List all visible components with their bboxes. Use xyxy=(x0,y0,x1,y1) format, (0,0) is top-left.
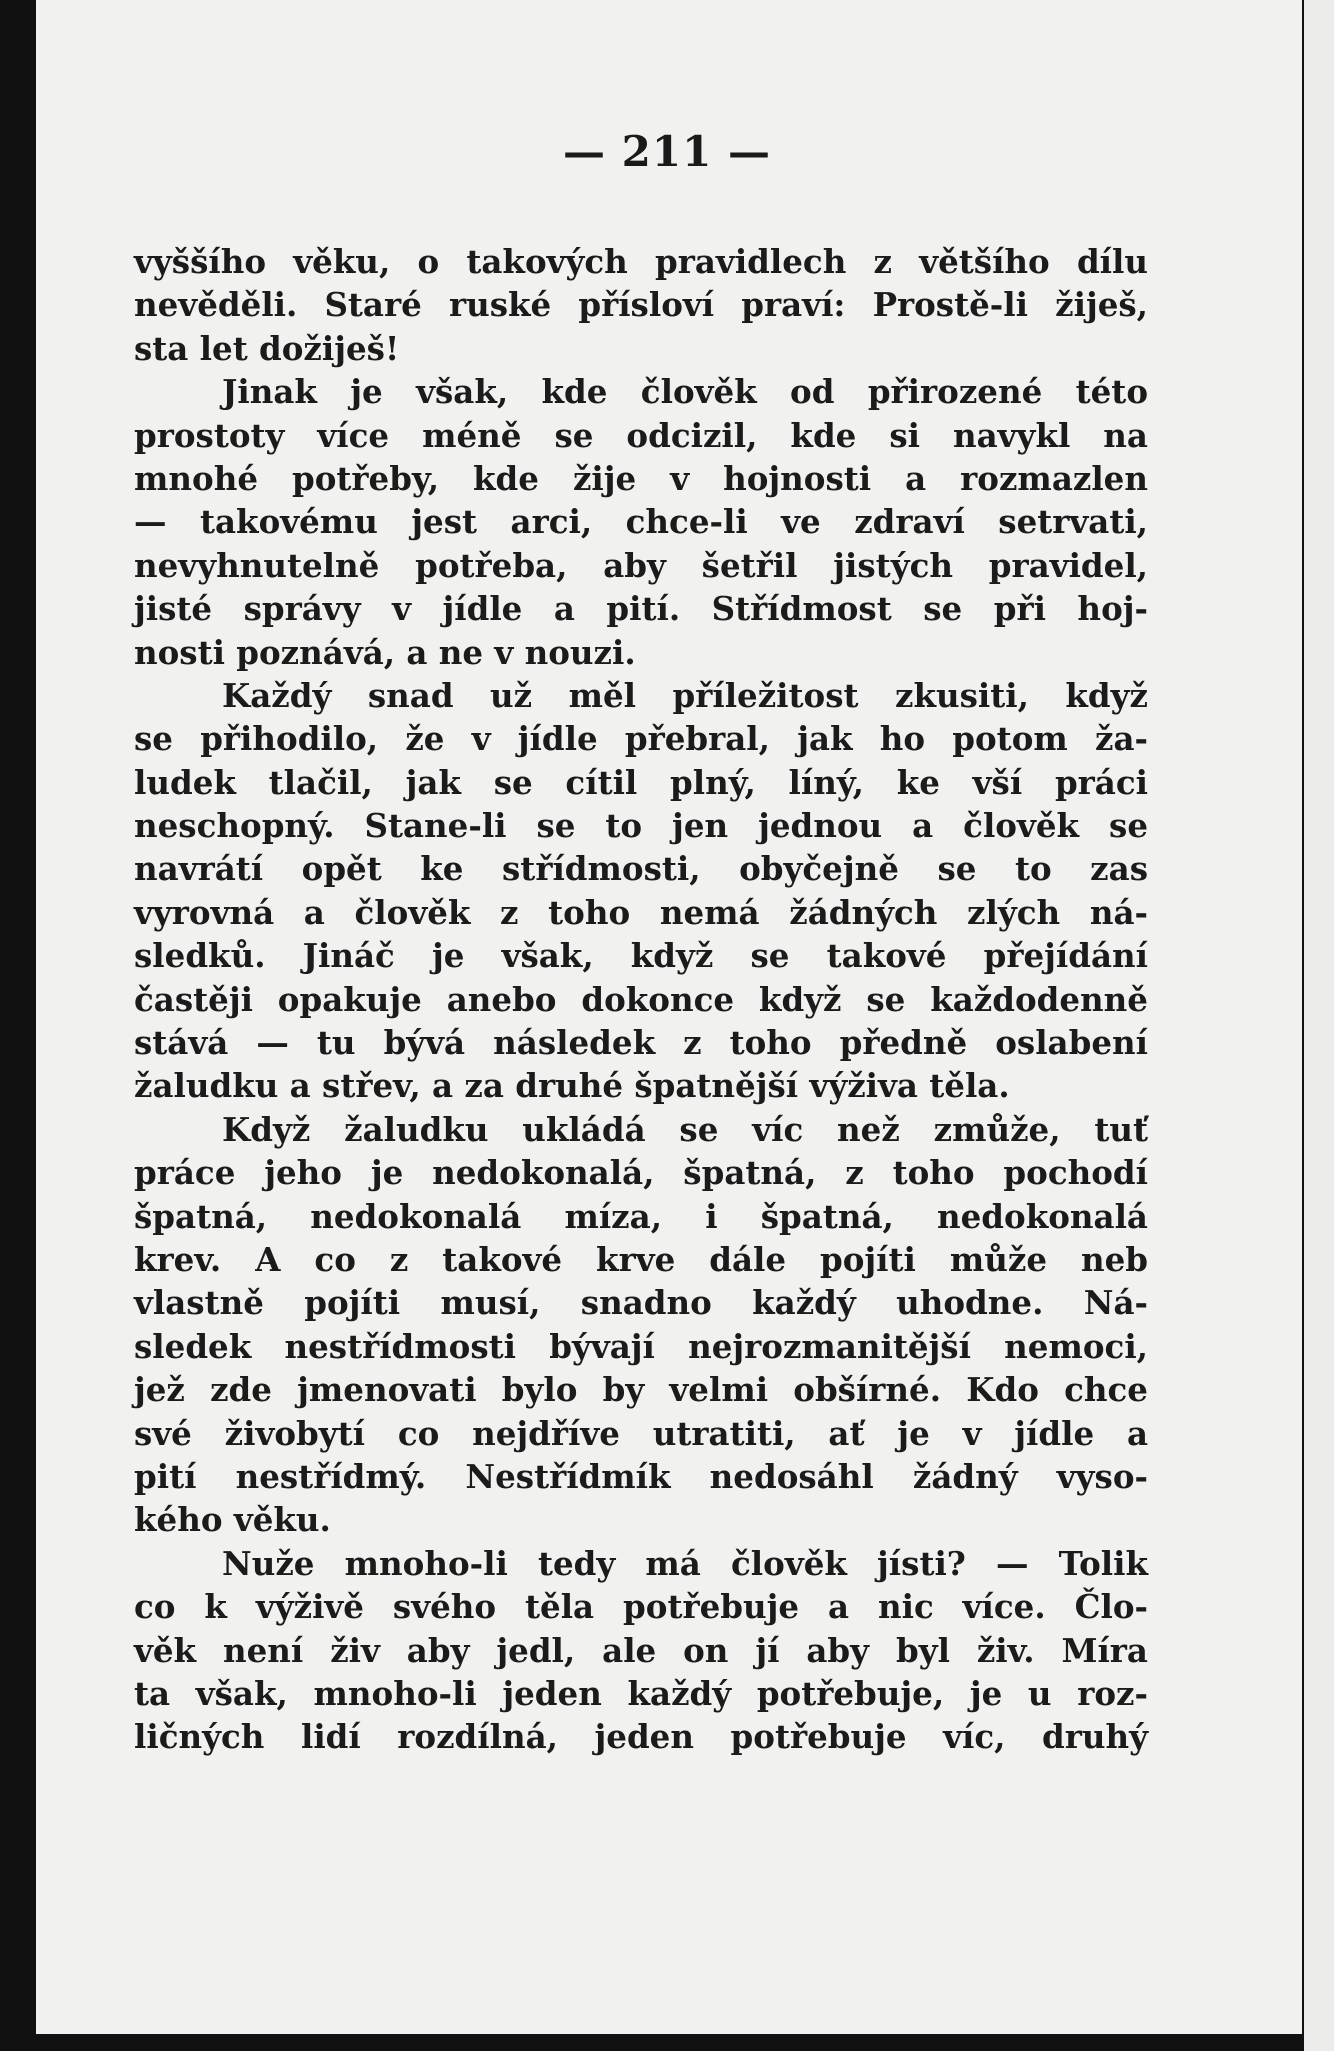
text-line: své živobytí co nejdříve utratiti, ať je v jídle a xyxy=(134,1413,1148,1453)
text-line: ludek tlačil, jak se cítil plný, líný, ke vší práci xyxy=(134,762,1148,802)
text-line: vyššího věku, o takových pravidlech z většího dílu xyxy=(134,242,1148,281)
text-line: jež zde jmenovati bylo by velmi obšírné. Kdo chce xyxy=(134,1370,1148,1410)
page-right-margin xyxy=(1304,0,1334,2051)
text-line: kého věku. xyxy=(134,1500,331,1540)
text-line: nevyhnutelně potřeba, aby šetřil jistých pravidel, xyxy=(134,545,1148,585)
text-line: nosti poznává, a ne v nouzi. xyxy=(134,632,636,672)
text-line: jisté správy v jídle a pití. Střídmost se při hoj- xyxy=(134,589,1148,629)
text-line: — takovému jest arci, chce-li ve zdraví setrvati, xyxy=(134,502,1148,542)
text-line: stává — tu bývá následek z toho předně oslabení xyxy=(134,1023,1148,1063)
text-line: navrátí opět ke střídmosti, obyčejně se to zas xyxy=(134,849,1148,889)
text-line: častěji opakuje anebo dokonce když se každodenně xyxy=(134,979,1148,1019)
text-line: krev. A co z takové krve dále pojíti může neb xyxy=(134,1239,1148,1279)
text-line: vlastně pojíti musí, snadno každý uhodne. Ná- xyxy=(134,1283,1148,1323)
text-line: neschopný. Stane-li se to jen jednou a člověk se xyxy=(134,806,1148,846)
text-line: ličných lidí rozdílná, jeden potřebuje víc, druhý xyxy=(134,1717,1148,1757)
page-number: — 211 — xyxy=(563,127,771,176)
text-line: nevěděli. Staré ruské přísloví praví: Prostě-li žiješ, xyxy=(134,285,1148,325)
text-line: mnohé potřeby, kde žije v hojnosti a rozmazlen xyxy=(134,458,1148,498)
text-line: prostoty více méně se odcizil, kde si navykl na xyxy=(134,415,1148,455)
text-line: vyrovná a člověk z toho nemá žádných zlých ná- xyxy=(134,892,1148,932)
text-line: žaludku a střev, a za druhé špatnější výživa těla. xyxy=(134,1066,1010,1106)
body-text xyxy=(134,240,1148,1759)
text-line: sledek nestřídmosti bývají nejrozmanitější nemoci, xyxy=(134,1326,1148,1366)
text-line: co k výživě svého těla potřebuje a nic více. Člo- xyxy=(134,1587,1148,1627)
text-line: špatná, nedokonalá míza, i špatná, nedokonalá xyxy=(134,1196,1148,1236)
text-line: Jinak je však, kde člověk od přirozené této xyxy=(222,372,1148,412)
text-line: sta let dožiješ! xyxy=(134,328,400,368)
text-line: věk není živ aby jedl, ale on jí aby byl živ. Míra xyxy=(134,1630,1148,1670)
text-line: Když žaludku ukládá se víc než zmůže, tuť xyxy=(222,1109,1148,1149)
text-line: Nuže mnoho-li tedy má člověk jísti? — Tolik xyxy=(222,1543,1148,1583)
text-line: se přihodilo, že v jídle přebral, jak ho potom ža- xyxy=(134,719,1148,759)
text-line: ta však, mnoho-li jeden každý potřebuje, je u roz- xyxy=(134,1673,1148,1713)
text-line: práce jeho je nedokonalá, špatná, z toho pochodí xyxy=(134,1153,1148,1193)
text-line: Každý snad už měl příležitost zkusiti, když xyxy=(222,675,1148,715)
text-line: pití nestřídmý. Nestřídmík nedosáhl žádný vyso- xyxy=(134,1456,1148,1496)
text-line: sledků. Jináč je však, když se takové přejídání xyxy=(134,936,1148,976)
